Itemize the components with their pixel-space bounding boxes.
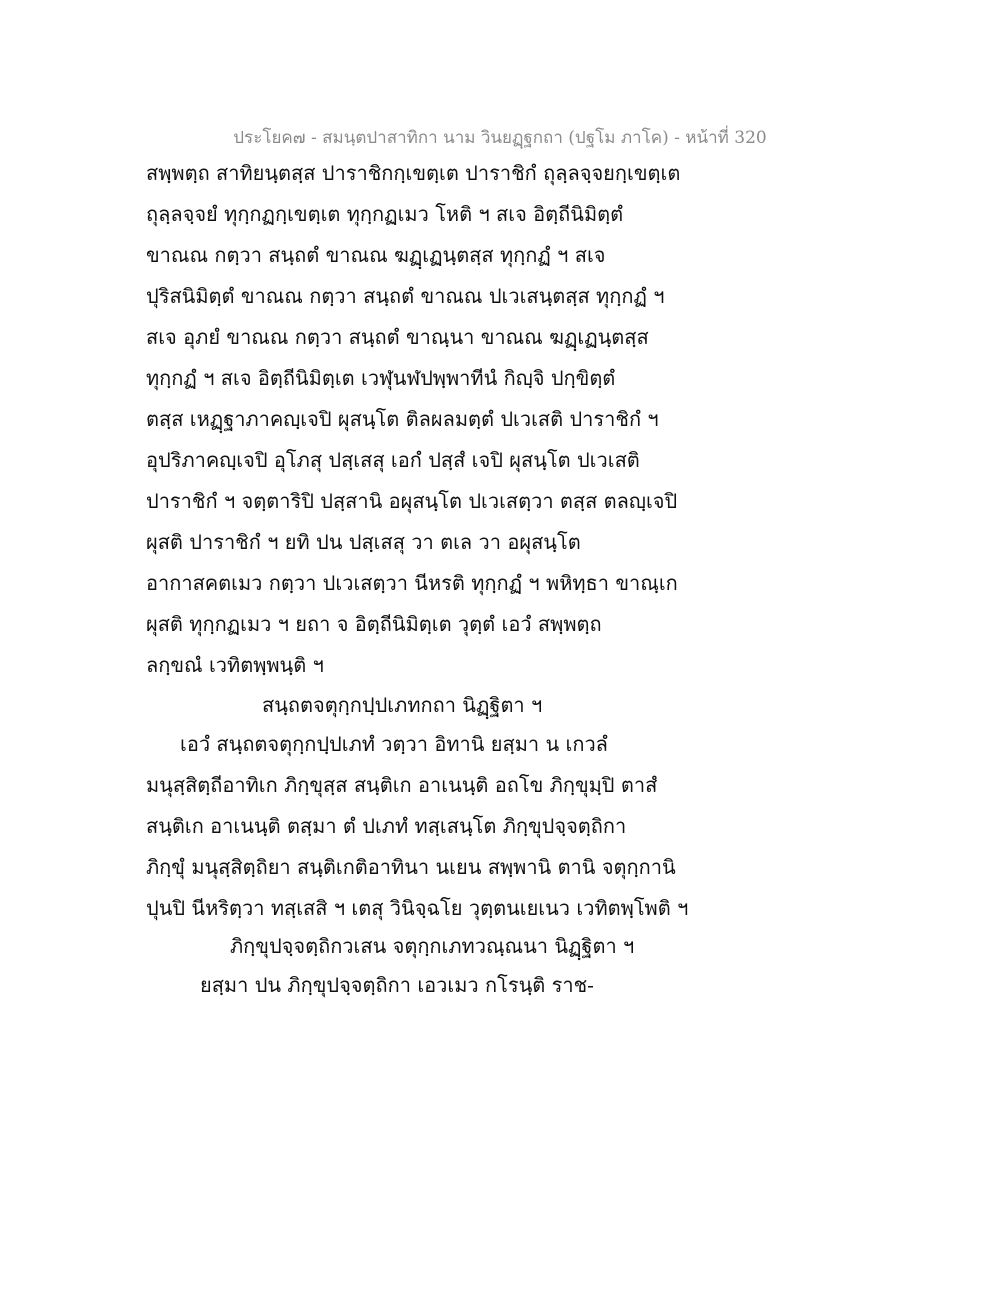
section-end-heading-1: สนฺถตจตุกฺกปฺปเภทกถา นิฏฺฐิตา ฯ xyxy=(262,693,543,717)
text-line-3: ขาณณ กตฺวา สนฺถตํ ขาณณ ฆฏฺเฏนฺตสฺส ทุกฺกฏํ ฯ สเจ xyxy=(146,243,606,267)
text-line-6: ทุกฺกฏํ ฯ สเจ อิตฺถีนิมิตฺเต เวฬุนฬปพฺพาทีนํ กิญฺจิ ปกฺขิตฺตํ xyxy=(146,366,616,390)
section-end-heading-2: ภิกฺขุปจฺจตฺถิกวเสน จตุกฺกเภทวณฺณนา นิฏฺฐิตา ฯ xyxy=(230,934,635,958)
text-line-5: สเจ อุภยํ ขาณณ กตฺวา สนฺถตํ ขาณฺนา ขาณณ ฆฏฺเฏนฺตสฺส xyxy=(146,325,649,349)
text-line-8: อุปริภาคญฺเจปิ อุโภสุ ปสฺเสสุ เอกํ ปสฺสํ เจปิ ผุสนฺโต ปเวเสติ xyxy=(146,448,640,472)
text-line-7: ตสฺส เหฏฺฐาภาคญฺเจปิ ผุสนฺโต ติลผลมตฺตํ ปเวเสติ ปาราชิกํ ฯ xyxy=(146,407,659,431)
text-line-16: สนฺติเก อาเนนฺติ ตสฺมา ตํ ปเภทํ ทสฺเสนฺโต ภิกฺขุปจฺจตฺถิกา xyxy=(146,814,627,838)
text-line-19: ยสฺมา ปน ภิกฺขุปจฺจตฺถิกา เอวเมว กโรนฺติ ราช- xyxy=(200,973,594,997)
text-line-10: ผุสติ ปาราชิกํ ฯ ยทิ ปน ปสฺเสสุ วา ตเล วา อผุสนฺโต xyxy=(146,530,581,554)
page-header: ประโยค๗ - สมนฺตปาสาทิกา นาม วินยฏฺฐกถา (ปฐโม ภาโค) - หน้าที่ 320 xyxy=(233,128,767,148)
text-line-15: มนุสฺสิตฺถีอาทิเก ภิกฺขุสฺส สนฺติเก อาเนนฺติ อถโข ภิกฺขุมฺปิ ตาสํ xyxy=(146,773,658,797)
text-line-18: ปุนปิ นีหริตฺวา ทสฺเสสิ ฯ เตสุ วินิจฺฉโย วุตฺตนเยเนว เวทิตพฺโพติ ฯ xyxy=(146,896,689,920)
text-line-4: ปุริสนิมิตฺตํ ขาณณ กตฺวา สนฺถตํ ขาณณ ปเวเสนฺตสฺส ทุกฺกฏํ ฯ xyxy=(146,284,665,308)
text-line-9: ปาราชิกํ ฯ จตฺตาริปิ ปสฺสานิ อผุสนฺโต ปเวเสตฺวา ตสฺส ตลญฺเจปิ xyxy=(146,489,678,513)
text-line-13: ลกฺขณํ เวทิตพฺพนฺติ ฯ xyxy=(146,653,324,677)
text-line-14: เอวํ สนฺถตจตุกฺกปฺปเภทํ วตฺวา อิทานิ ยสฺมา น เกวลํ xyxy=(180,732,608,756)
text-line-2: ถุลฺลจฺจยํ ทุกฺกฏกฺเขตฺเต ทุกฺกฏเมว โหติ ฯ สเจ อิตฺถีนิมิตฺตํ xyxy=(146,202,624,226)
text-line-1: สพฺพตฺถ สาทิยนฺตสฺส ปาราชิกกฺเขตฺเต ปาราชิกํ ถุลฺลจฺจยกฺเขตฺเต xyxy=(146,161,681,185)
text-line-11: อากาสคตเมว กตฺวา ปเวเสตฺวา นีหรติ ทุกฺกฏํ ฯ พหิทฺธา ขาณฺเก xyxy=(146,571,678,595)
text-line-17: ภิกฺขุํ มนุสฺสิตฺถิยา สนฺติเกติอาทินา นเยน สพฺพานิ ตานิ จตุกฺกานิ xyxy=(146,855,676,879)
text-line-12: ผุสติ ทุกฺกฏเมว ฯ ยถา จ อิตฺถีนิมิตฺเต วุตฺตํ เอวํ สพฺพตฺถ xyxy=(146,612,602,636)
